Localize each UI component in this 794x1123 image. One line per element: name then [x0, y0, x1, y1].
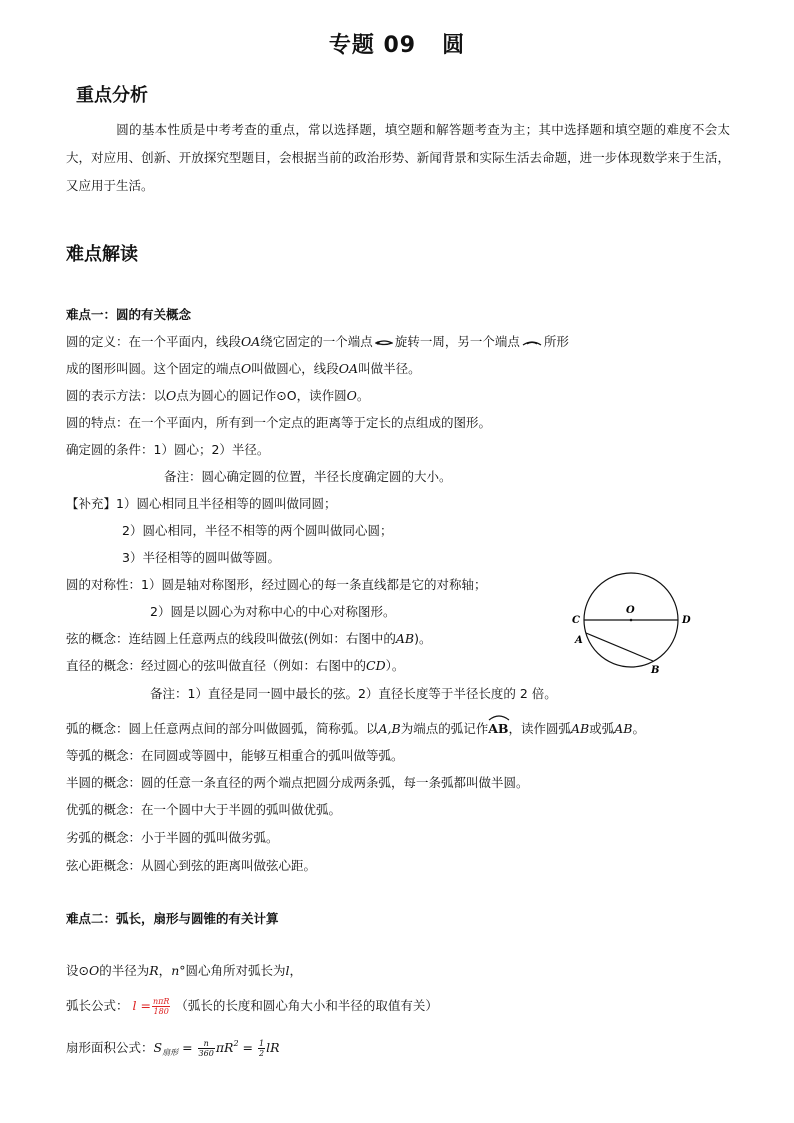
title-main: 专题 09 — [328, 33, 417, 58]
determine-circle-line: 确定圆的条件：1）圆心；2）半径。 — [66, 442, 270, 457]
endpoint-o-icon — [375, 339, 393, 347]
note2-line: 备注：1）直径是同一圆中最长的弦。2）直径长度等于半径长度的 2 倍。 — [150, 686, 557, 701]
arc-length-formula: l = $\frac{\text{nπR}}{180}$ — [132, 997, 170, 1016]
supplement3-line: 3）半径相等的圆叫做等圆。 — [122, 550, 280, 565]
arc-mark-icon — [488, 714, 510, 721]
center-point — [630, 619, 633, 622]
chord-ab — [586, 633, 653, 661]
circle-feature-line: 圆的特点：在一个平面内，所有到一个定点的距离等于定长的点组成的图形。 — [66, 415, 492, 430]
symmetry1-line: 圆的对称性：1）圆是轴对称图形，经过圆心的每一条直线都是它的对称轴； — [66, 577, 487, 592]
supplement1-line: 【补充】1）圆心相同且半径相等的圆叫做同圆； — [66, 496, 337, 511]
label-d: D — [682, 615, 691, 626]
minor-arc-line: 劣弧的概念：小于半圆的弧叫做劣弧。 — [66, 830, 279, 845]
label-o: O — [626, 605, 635, 616]
arc-setup-line: 设⊙O的半径为R，n°圆心角所对弧长为l， — [66, 963, 303, 978]
arc-concept-line: 弧的概念：圆上任意两点间的部分叫做圆弧，简称弧。以A,B为端点的弧记作 AB，读作圆弧AB或弧AB。 — [66, 717, 645, 737]
symmetry2-line: 2）圆是以圆心为对称中心的中心对称图形。 — [150, 604, 396, 619]
circle-definition-line2: 成的图形叫圆。这个固定的端点O叫做圆心，线段OA叫做半径。 — [66, 361, 421, 376]
arc-ab-symbol: AB — [488, 717, 508, 736]
circle-notation-line: 圆的表示方法：以O点为圆心的圆记作⊙O，读作圆O。 — [66, 388, 370, 403]
key-analysis-paragraph: 圆的基本性质是中考考查的重点，常以选择题，填空题和解答题考查为主；其中选择题和填空题的难度不会太大，对应用、创新、开放探究型题目，会根据当前的政治形势、新闻背景和实际生活去命题，进一步体现数学来于生活，又应用于生活。 — [66, 122, 730, 193]
sector-area-formula: $S_{扇形}$ = $\frac{n}{360}$ $\pi R^2$ = $\frac{1}{2}$ lR — [153, 1039, 280, 1058]
circle-diagram — [568, 572, 698, 680]
section-heading-difficulty: 难点解读 — [66, 244, 138, 265]
difficulty2-heading: 难点二：弧长，扇形与圆锥的有关计算 — [66, 911, 279, 926]
diameter-concept-line: 直径的概念：经过圆心的弦叫做直径（例如：右图中的CD）。 — [66, 658, 405, 673]
circle-definition-line1: 圆的定义：在一个平面内，线段OA绕它固定的一个端点 旋转一周，另一个端点 所形 — [66, 334, 569, 349]
title-topic: 圆 — [442, 33, 466, 58]
label-c: C — [572, 615, 580, 626]
page-title — [0, 28, 794, 59]
chord-distance-line: 弦心距概念：从圆心到弦的距离叫做弦心距。 — [66, 858, 317, 873]
label-b: B — [651, 665, 660, 676]
sector-area-formula-line: 扇形面积公式：$S_{扇形}$ = $\frac{n}{360}$ $\pi R^2$ = $\frac{1}{2}$ lR — [66, 1039, 280, 1058]
endpoint-a-icon — [522, 339, 542, 347]
arc-length-formula-line: 弧长公式： l = $\frac{\text{nπR}}{180}$ （弧长的长度和圆心角大小和半径的取值有关） — [66, 997, 438, 1016]
supplement2-line: 2）圆心相同，半径不相等的两个圆叫做同心圆； — [122, 523, 393, 538]
chord-concept-line: 弦的概念：连结圆上任意两点的线段叫做弦(例如：右图中的AB)。 — [66, 631, 432, 646]
semicircle-line: 半圆的概念：圆的任意一条直径的两个端点把圆分成两条弧，每一条弧都叫做半圆。 — [66, 775, 529, 790]
equal-arc-line: 等弧的概念：在同圆或等圆中，能够互相重合的弧叫做等弧。 — [66, 748, 404, 763]
difficulty1-heading: 难点一：圆的有关概念 — [66, 307, 192, 322]
major-arc-line: 优弧的概念：在一个圆中大于半圆的弧叫做优弧。 — [66, 802, 342, 817]
label-a: A — [575, 635, 583, 646]
section-heading-key-analysis: 重点分析 — [76, 85, 148, 106]
note1-line: 备注：圆心确定圆的位置，半径长度确定圆的大小。 — [164, 469, 452, 484]
